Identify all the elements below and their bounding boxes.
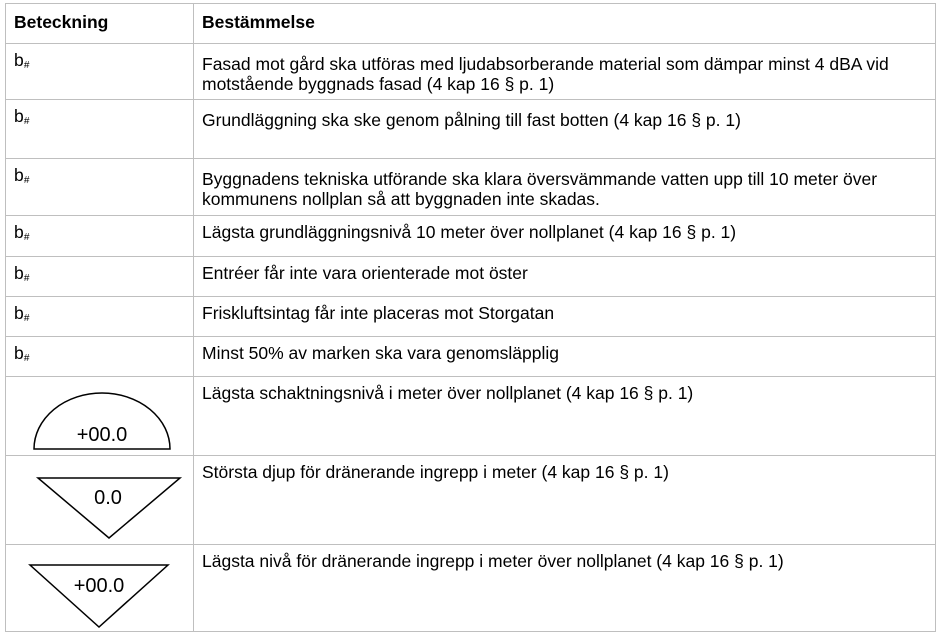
triangle-depth-symbol <box>14 462 202 544</box>
table-row <box>6 456 936 545</box>
semicircle-level-symbol <box>14 383 202 455</box>
symbol-cell <box>6 545 194 632</box>
code-letter: b <box>14 50 24 70</box>
code-letter: b <box>14 106 24 126</box>
rule-text: Lägsta grundläggningsnivå 10 meter över nollplanet (4 kap 16 § p. 1) <box>194 216 936 257</box>
code-cell <box>6 297 194 337</box>
code-subscript: # <box>23 175 30 186</box>
code-letter: b <box>14 165 24 185</box>
rule-text: Grundläggning ska ske genom pålning till fast botten (4 kap 16 § p. 1) <box>194 100 936 159</box>
rule-text: Största djup för dränerande ingrepp i meter (4 kap 16 § p. 1) <box>194 456 936 545</box>
regulations-table <box>5 3 936 632</box>
header-rule: Bestämmelse <box>194 4 936 44</box>
rule-text: Lägsta schaktningsnivå i meter över nollplanet (4 kap 16 § p. 1) <box>194 377 936 456</box>
table-row <box>6 377 936 456</box>
symbol-cell <box>6 377 194 456</box>
code-cell <box>6 257 194 297</box>
code-subscript: # <box>23 313 30 324</box>
code-letter: b <box>14 263 24 283</box>
code-letter: b <box>14 343 24 363</box>
code-letter: b <box>14 222 24 242</box>
code-subscript: # <box>23 232 30 243</box>
table-row <box>6 297 936 337</box>
header-row <box>6 4 936 44</box>
code-subscript: # <box>23 353 30 364</box>
table-row <box>6 216 936 257</box>
code-subscript: # <box>23 60 30 71</box>
table-row <box>6 44 936 100</box>
rule-text: Fasad mot gård ska utföras med ljudabsorberande material som dämpar minst 4 dBA vid motstående byggnads fasad (4 kap 16 § p. 1) <box>194 44 936 100</box>
symbol-label: +00.0 <box>73 575 125 597</box>
table-row <box>6 159 936 216</box>
code-cell <box>6 159 194 216</box>
rule-text: Entréer får inte vara orienterade mot öster <box>194 257 936 297</box>
table-row <box>6 545 936 632</box>
code-subscript: # <box>23 273 30 284</box>
symbol-label: +00.0 <box>76 424 128 446</box>
table-row <box>6 337 936 377</box>
rule-text: Byggnadens tekniska utförande ska klara översvämmande vatten upp till 10 meter över kommunens nollplan så att byggnaden inte skadas. <box>194 159 936 216</box>
code-subscript: # <box>23 116 30 127</box>
code-cell <box>6 100 194 159</box>
rule-text: Friskluftsintag får inte placeras mot Storgatan <box>194 297 936 337</box>
symbol-label: 0.0 <box>94 487 122 509</box>
table-row <box>6 100 936 159</box>
symbol-cell <box>6 456 194 545</box>
code-letter: b <box>14 303 24 323</box>
header-code: Beteckning <box>6 4 194 44</box>
code-cell <box>6 44 194 100</box>
rule-text: Lägsta nivå för dränerande ingrepp i meter över nollplanet (4 kap 16 § p. 1) <box>194 545 936 632</box>
code-cell <box>6 337 194 377</box>
triangle-level-symbol <box>14 551 202 631</box>
rule-text: Minst 50% av marken ska vara genomsläpplig <box>194 337 936 377</box>
table-row <box>6 257 936 297</box>
code-cell <box>6 216 194 257</box>
